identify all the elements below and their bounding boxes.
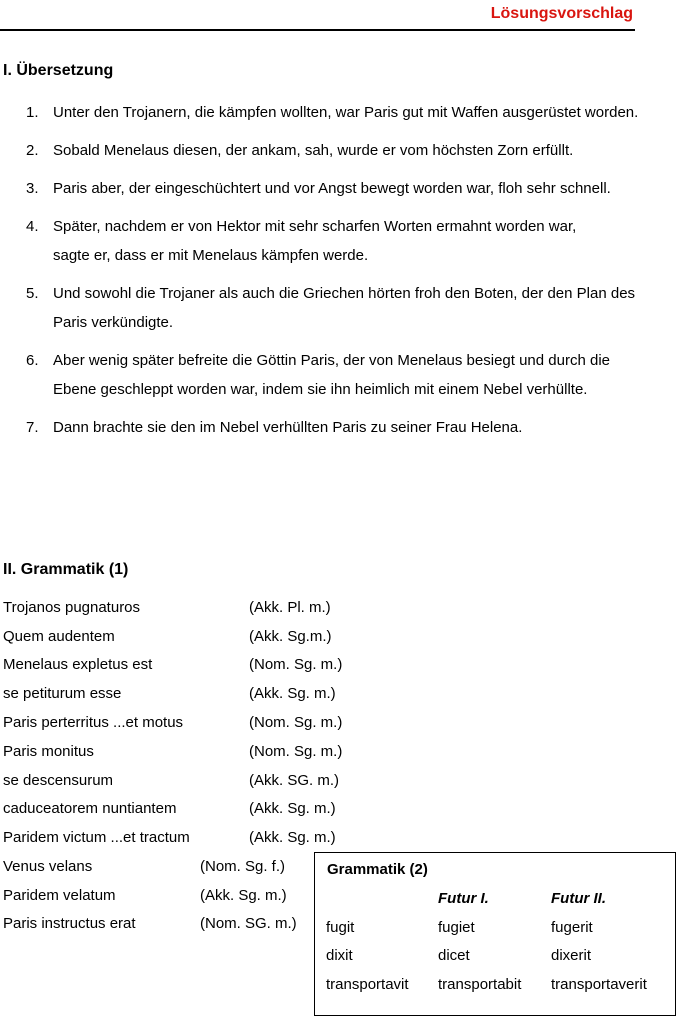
grammar1-table-lower bbox=[3, 852, 297, 938]
term-cell: Paris monitus bbox=[3, 742, 94, 760]
item-number: 6. bbox=[26, 352, 39, 369]
term-cell: Paris perterritus ...et motus bbox=[3, 714, 184, 732]
table-row bbox=[3, 651, 342, 680]
term-cell: Menelaus expletus est bbox=[3, 656, 153, 674]
list-item bbox=[0, 279, 660, 337]
table-row bbox=[3, 622, 342, 651]
term-cell: Trojanos pugnaturos bbox=[3, 598, 141, 616]
table-cell: fugit bbox=[326, 918, 355, 936]
grammar1-table bbox=[3, 593, 342, 852]
case-cell: (Akk. Pl. m.) bbox=[249, 598, 331, 616]
term-cell: Paridem velatum bbox=[3, 886, 116, 904]
table-row bbox=[326, 942, 647, 971]
table-row bbox=[3, 766, 342, 795]
term-cell: Paris instructus erat bbox=[3, 915, 136, 933]
list-item bbox=[0, 174, 660, 203]
item-number: 4. bbox=[26, 218, 39, 235]
table-row bbox=[3, 737, 342, 766]
table-cell: dixit bbox=[326, 947, 353, 965]
term-cell: Venus velans bbox=[3, 857, 93, 875]
table-row bbox=[326, 913, 647, 942]
term-cell: se petiturum esse bbox=[3, 685, 122, 703]
table-header-row bbox=[326, 884, 647, 913]
header-divider bbox=[0, 29, 635, 31]
item-number: 1. bbox=[26, 104, 39, 121]
case-cell: (Akk. Sg. m.) bbox=[249, 685, 336, 703]
column-header: Futur II. bbox=[551, 889, 606, 907]
section-heading-translation: I. Übersetzung bbox=[3, 62, 114, 79]
item-text: Paris aber, der eingeschüchtert und vor Angst bewegt worden war, floh sehr schnell. bbox=[53, 180, 611, 197]
case-cell: (Akk. Sg. m.) bbox=[249, 829, 336, 847]
case-cell: (Akk. Sg.m.) bbox=[249, 627, 332, 645]
case-cell: (Akk. Sg. m.) bbox=[249, 800, 336, 818]
grammar2-table bbox=[326, 884, 647, 999]
list-item bbox=[0, 413, 660, 442]
grammar2-box bbox=[314, 852, 676, 1016]
term-cell: caduceatorem nuntiantem bbox=[3, 800, 177, 818]
table-cell: transportaverit bbox=[551, 976, 647, 994]
list-item bbox=[0, 98, 660, 127]
item-text: Dann brachte sie den im Nebel verhüllten Paris zu seiner Frau Helena. bbox=[53, 419, 523, 436]
item-text: Später, nachdem er von Hektor mit sehr scharfen Worten ermahnt worden war, sagte er, dass er mit Menelaus kämpfen werde. bbox=[53, 218, 577, 264]
table-row bbox=[3, 795, 342, 824]
term-cell: se descensurum bbox=[3, 771, 114, 789]
item-number: 2. bbox=[26, 142, 39, 159]
case-cell: (Nom. SG. m.) bbox=[200, 915, 297, 933]
table-cell: fugerit bbox=[551, 918, 593, 936]
case-cell: (Nom. Sg. m.) bbox=[249, 714, 343, 732]
table-row bbox=[3, 852, 297, 881]
item-number: 7. bbox=[26, 419, 39, 436]
table-row bbox=[3, 593, 342, 622]
case-cell: (Nom. Sg. m.) bbox=[249, 656, 343, 674]
table-row bbox=[3, 823, 342, 852]
section-heading-grammar: II. Grammatik (1) bbox=[3, 561, 129, 578]
table-cell: transportabit bbox=[438, 976, 522, 994]
table-cell: dixerit bbox=[551, 947, 592, 965]
list-item bbox=[0, 212, 660, 270]
term-cell: Paridem victum ...et tractum bbox=[3, 829, 190, 847]
item-text: Aber wenig später befreite die Göttin Paris, der von Menelaus besiegt und durch die Ebene geschleppt worden war, indem sie ihn heimlich mit einem Nebel verhüllte. bbox=[53, 352, 610, 398]
case-cell: (Akk. Sg. m.) bbox=[200, 886, 287, 904]
table-row bbox=[326, 970, 647, 999]
item-text: Unter den Trojanern, die kämpfen wollten, war Paris gut mit Waffen ausgerüstet worden. bbox=[53, 104, 639, 121]
table-row bbox=[3, 708, 342, 737]
table-row bbox=[3, 910, 297, 939]
column-header bbox=[326, 884, 438, 913]
table-cell: dicet bbox=[438, 947, 470, 965]
case-cell: (Nom. Sg. m.) bbox=[249, 742, 343, 760]
term-cell: Quem audentem bbox=[3, 627, 115, 645]
table-cell: fugiet bbox=[438, 918, 475, 936]
item-number: 3. bbox=[26, 180, 39, 197]
page-title: Lösungsvorschlag bbox=[490, 5, 633, 22]
column-header: Futur I. bbox=[438, 889, 489, 907]
table-row bbox=[3, 679, 342, 708]
translation-list bbox=[0, 98, 660, 451]
grammar2-title: Grammatik (2) bbox=[327, 861, 428, 878]
list-item bbox=[0, 346, 660, 404]
case-cell: (Akk. SG. m.) bbox=[249, 771, 339, 789]
table-cell: transportavit bbox=[326, 976, 409, 994]
case-cell: (Nom. Sg. f.) bbox=[200, 857, 286, 875]
item-text: Und sowohl die Trojaner als auch die Griechen hörten froh den Boten, der den Plan des Paris verkündigte. bbox=[53, 285, 636, 331]
item-number: 5. bbox=[26, 285, 39, 302]
item-text: Sobald Menelaus diesen, der ankam, sah, wurde er vom höchsten Zorn erfüllt. bbox=[53, 142, 574, 159]
list-item bbox=[0, 136, 660, 165]
table-row bbox=[3, 881, 297, 910]
